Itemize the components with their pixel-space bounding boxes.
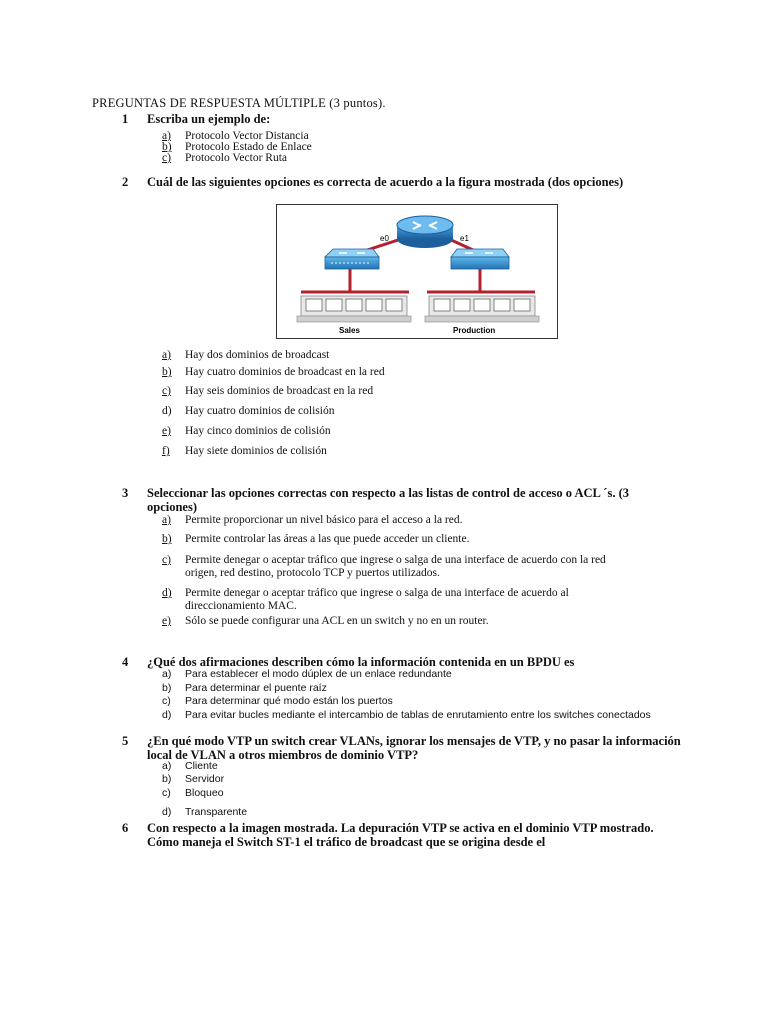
question-2-number: 2 [122,175,129,189]
question-5-option-b: b) Servidor [162,773,225,785]
question-6-number: 6 [122,821,129,835]
question-1-text: Escriba un ejemplo de: [147,112,271,126]
sales-lan-hosts [297,292,411,322]
network-diagram [276,204,558,339]
question-2-option-c: c) Hay seis dominios de broadcast en la red [162,385,374,397]
switch-left-icon [325,249,379,269]
label-e0: e0 [380,234,389,243]
network-diagram-svg [277,205,557,338]
question-3-option-d: d) Permite denegar o aceptar tráfico que ingrese o salga de una interface de acuerdo al direccionamiento MAC. [162,587,569,612]
question-3-option-b: b) Permite controlar las áreas a las que puede acceder un cliente. [162,533,470,545]
question-5-number: 5 [122,734,129,748]
question-4-option-c: c) Para determinar qué modo están los puertos [162,695,393,707]
question-1-option-a: a) Protocolo Vector Distancia [162,130,309,142]
question-5-option-d: d) Transparente [162,806,248,818]
question-4-text: ¿Qué dos afirmaciones describen cómo la información contenida en un BPDU es [147,655,575,669]
router-icon [397,216,453,248]
question-1-option-c: c) Protocolo Vector Ruta [162,152,287,164]
question-4-option-d: d) Para evitar bucles mediante el intercambio de tablas de enrutamiento entre los switches conectados [162,709,651,721]
question-4-option-a: a) Para establecer el modo dúplex de un enlace redundante [162,668,452,680]
switch-right-icon [451,249,509,269]
question-2-option-e: e) Hay cinco dominios de colisión [162,425,331,437]
question-3-option-e: e) Sólo se puede configurar una ACL en un switch y no en un router. [162,615,489,627]
question-3-option-a: a) Permite proporcionar un nivel básico para el acceso a la red. [162,514,463,526]
question-4-option-b: b) Para determinar el puente raíz [162,682,327,694]
label-e1: e1 [460,234,469,243]
question-1-option-b: b) Protocolo Estado de Enlace [162,141,312,153]
question-2-option-b: b) Hay cuatro dominios de broadcast en la red [162,366,385,378]
label-sales: Sales [339,326,360,335]
question-2-text: Cuál de las siguientes opciones es correcta de acuerdo a la figura mostrada (dos opciones) [147,175,624,189]
question-2-option-d: d) Hay cuatro dominios de colisión [162,405,335,417]
question-1-number: 1 [122,112,129,126]
label-production: Production [453,326,496,335]
question-3-option-c: c) Permite denegar o aceptar tráfico que ingrese o salga de una interface de acuerdo con la red origen, red destino, protocolo TCP y puertos utilizados. [162,554,606,579]
section-heading: PREGUNTAS DE RESPUESTA MÚLTIPLE (3 puntos). [92,96,386,110]
question-3-number: 3 [122,486,129,500]
production-lan-hosts [425,292,539,322]
question-2-option-f: f) Hay siete dominios de colisión [162,445,327,457]
question-5-text: ¿En qué modo VTP un switch crear VLANs, ignorar los mensajes de VTP, y no pasar la información local de VLAN a otros miembros de dominio VTP? [147,734,681,762]
question-3-text: Seleccionar las opciones correctas con respecto a las listas de control de acceso o ACL ´s. (3 opciones) [147,486,629,514]
question-6-text: Con respecto a la imagen mostrada. La depuración VTP se activa en el dominio VTP mostrado. Cómo maneja el Switch ST-1 el tráfico de broadcast que se origina desde el [147,821,654,849]
question-5-option-a: a) Cliente [162,760,218,772]
question-4-number: 4 [122,655,129,669]
question-5-option-c: c) Bloqueo [162,787,224,799]
question-2-option-a: a) Hay dos dominios de broadcast [162,349,330,361]
